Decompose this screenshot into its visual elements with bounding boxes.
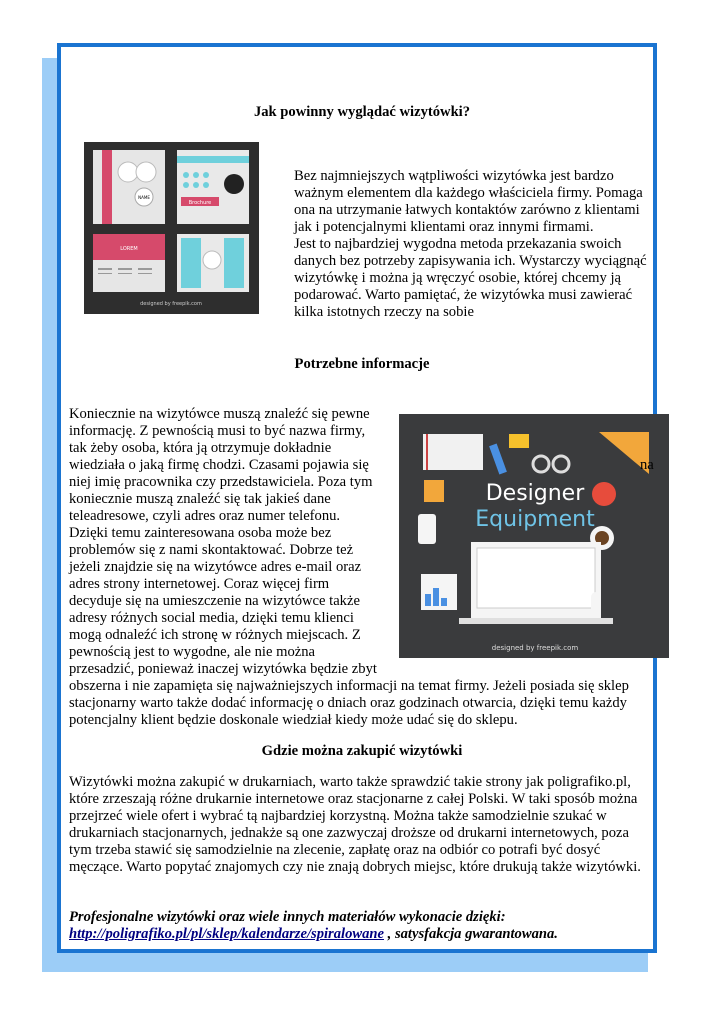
intro-line: podarować. Warto pamiętać, że wizytówka musi zawierać	[294, 287, 633, 303]
info-line: teleadresowe, czyli adres oraz numer telefonu.	[69, 508, 341, 524]
brochure-image	[84, 142, 259, 314]
info-line: tak żeby osoba, która ją otrzymuje dokładnie	[69, 440, 332, 456]
info-line: koniecznie muszą znaleźć się tak jakieś dane	[69, 491, 331, 507]
info-line: Dzięki temu zainteresowana osoba może bez	[69, 525, 332, 541]
buy-line: drukarniach stacjonarnych, jednakże są one zazwyczaj droższe od drukarni internetowych, poza	[69, 825, 629, 841]
info-line: mogą odnaleźć ich stronę w różnych miejscach. Z	[69, 627, 361, 643]
intro-line: jak i potencjalnymi klientami oraz innymi firmami.	[294, 219, 594, 235]
buy-line: Wizytówki można zakupić w drukarniach, warto także sprawdzić takie strony jak poligrafiko.pl,	[69, 774, 631, 790]
buy-line: tym trzeba stawić się samodzielnie na zlecenie, zapłatę oraz na odbiór co potrafi być dosyć	[69, 842, 601, 858]
intro-line: wizytówkę i można ją wręczyć osobie, której chcemy ją	[294, 270, 622, 286]
info-overflow-word: na	[640, 457, 654, 473]
brochure-credit: designed by freepik.com	[140, 301, 202, 307]
footer-link-suffix: , satysfakcja gwarantowana.	[384, 926, 558, 942]
intro-line: ważnym elementem dla każdego właściciela firmy. Pomaga	[294, 185, 643, 201]
heading-where-to-buy: Gdzie można zakupić wizytówki	[261, 743, 463, 759]
intro-line: Jest to najbardziej wygodna metoda przekazania swoich	[294, 236, 622, 252]
buy-line: męczące. Warto popytać znajomych czy nie znają dobrych miejsc, które drukują także wizytówki.	[69, 859, 641, 875]
info-line: informację. Z pewnością musi to być nazwa firmy,	[69, 423, 366, 439]
info-line: stacjonarny warto także dodać informację o dniach oraz godzinach otwarcia, dzięki temu każdy	[69, 695, 627, 711]
info-line: obszerna i nie zapamięta się najważniejszych informacji na temat firmy. Jeżeli posiada się sklep	[69, 678, 629, 694]
info-line: problemów się z nami skontaktować. Dobrze też	[69, 542, 354, 558]
info-line: decyduje się na umieszczenie na wizytówce także	[69, 593, 360, 609]
footer-link-line	[69, 926, 558, 943]
brochure-label-brochure: Brochure	[188, 200, 212, 206]
info-line: Koniecznie na wizytówce muszą znaleźć się pewne	[69, 406, 370, 422]
info-line: potencjalny klient będzie doskonale wiedział kiedy może udać się do sklepu.	[69, 712, 518, 728]
designer-equipment-image	[399, 414, 669, 658]
footer-line: Profesjonalne wizytówki oraz wiele innych materiałów wykonacie dzięki:	[69, 909, 506, 925]
intro-line: ona na utrzymanie łatwych kontaktów zarówno z klientami	[294, 202, 640, 218]
brochure-label-name: NAME	[138, 195, 150, 200]
info-line: adresy różnych social media, dzięki temu klienci	[69, 610, 354, 626]
info-line: przesadzić, ponieważ inaczej wizytówka będzie zbyt	[69, 661, 377, 677]
heading-business-cards: Jak powinny wyglądać wizytówki?	[253, 104, 471, 120]
info-line: pewnością jest to wygodne, ale nie można	[69, 644, 315, 660]
equipment-title-equipment: Equipment	[475, 507, 595, 532]
info-line: jeżeli znajdzie się na wizytówce adres e-mail oraz	[69, 559, 362, 575]
buy-line: które zrzeszają różne drukarnie internetowe oraz stacjonarne z całej Polski. W taki sposób można	[69, 791, 638, 807]
footer-link[interactable]: http://poligrafiko.pl/pl/sklep/kalendarze/spiralowane	[69, 926, 385, 942]
buy-line: przejrzeć wiele ofert i wybrać tą najbardziej korzystną. Można także samodzielnie szukać w	[69, 808, 607, 824]
brochure-label-lorem: LOREM	[120, 246, 138, 252]
intro-line: Bez najmniejszych wątpliwości wizytówka jest bardzo	[294, 168, 614, 184]
equipment-credit: designed by freepik.com	[491, 644, 579, 652]
info-line: wiedziała o jaką firmę chodzi. Czasami pojawia się	[69, 457, 369, 473]
intro-line: kilka istotnych rzeczy na sobie	[294, 304, 474, 320]
equipment-title-designer: Designer	[485, 481, 585, 506]
info-line: adres strony internetowej. Coraz więcej firm	[69, 576, 330, 592]
intro-line: danych bez potrzeby zapisywania ich. Wystarczy wyciągnąć	[294, 253, 647, 269]
heading-required-info: Potrzebne informacje	[294, 356, 430, 372]
info-line: niej imię pracownika czy przedstawiciela. Poza tym	[69, 474, 373, 490]
